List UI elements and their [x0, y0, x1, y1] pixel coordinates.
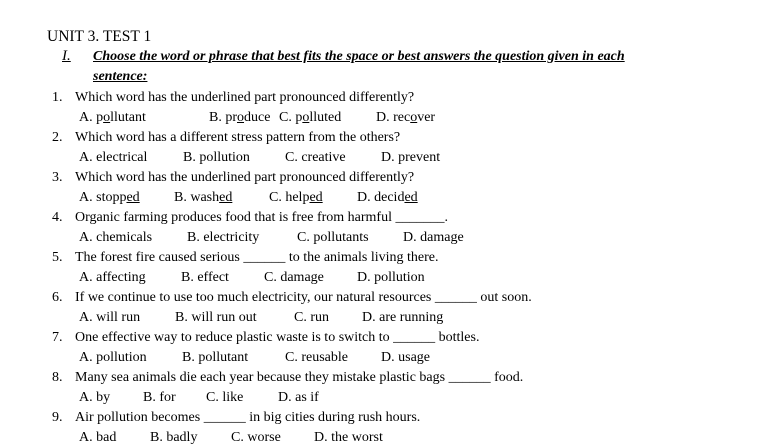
answer-option — [79, 310, 140, 326]
answer-option — [150, 430, 197, 446]
option-text-part: reusable — [301, 350, 348, 365]
option-text-part: A. — [79, 110, 97, 125]
option-text-part: worse — [247, 430, 281, 445]
option-text-part: for — [159, 390, 176, 405]
option-text-part: lluted — [309, 110, 342, 125]
worksheet-title: UNIT 3. TEST 1 — [47, 28, 152, 45]
option-text-part: C. — [285, 350, 302, 365]
option-text-part: D. — [314, 430, 332, 445]
answer-option — [357, 190, 418, 206]
option-text-part: C. — [269, 190, 286, 205]
option-text-part: badly — [166, 430, 198, 445]
underlined-part: o — [237, 110, 245, 125]
answer-option — [79, 350, 147, 366]
option-text-part: effect — [197, 270, 229, 285]
option-text-part: D. — [381, 350, 399, 365]
option-text-part: B. — [175, 310, 192, 325]
option-text-part: electricity — [203, 230, 260, 245]
option-text-part: B. — [209, 110, 226, 125]
option-text-part: A. — [79, 350, 97, 365]
option-text-part: damage — [420, 230, 464, 245]
section-instruction-line2: sentence: — [93, 69, 148, 84]
answer-option — [79, 150, 147, 166]
answer-option — [381, 150, 440, 166]
option-text-part: B. — [143, 390, 160, 405]
question-number: 7. — [52, 330, 63, 345]
option-text-part: A. — [79, 310, 97, 325]
option-text-part: D. — [403, 230, 421, 245]
answer-option — [285, 150, 346, 166]
option-text-part: run — [310, 310, 330, 325]
option-text-part: A. — [79, 430, 97, 445]
option-text-part: usage — [398, 350, 431, 365]
question-number: 9. — [52, 410, 63, 425]
option-text-part: creative — [301, 150, 346, 165]
answer-option — [79, 230, 152, 246]
answer-option — [357, 270, 425, 286]
option-text-part: pollution — [199, 150, 250, 165]
option-text-part: ver — [417, 110, 436, 125]
answer-option — [381, 350, 430, 366]
answer-option — [174, 190, 232, 206]
option-text-part: electrical — [96, 150, 148, 165]
answer-option — [279, 110, 341, 126]
question-text: Which word has the underlined part pronounced differently? — [75, 170, 415, 185]
option-text-part: will run — [96, 310, 141, 325]
option-text-part: B. — [187, 230, 204, 245]
option-text-part: C. — [297, 230, 314, 245]
section-instruction-line1: Choose the word or phrase that best fits the space or best answers the question given in each — [93, 49, 625, 64]
option-text-part: D. — [357, 190, 375, 205]
answer-option — [79, 430, 116, 446]
option-text-part: are running — [379, 310, 444, 325]
question-text: Many sea animals die each year because they mistake plastic bags ______ food. — [75, 370, 524, 385]
option-text-part: C. — [206, 390, 223, 405]
option-text-part: A. — [79, 230, 97, 245]
option-text-part: llutant — [110, 110, 146, 125]
answer-option — [181, 270, 229, 286]
option-text-part: pollutant — [198, 350, 249, 365]
option-text-part: D. — [362, 310, 380, 325]
option-text-part: pollution — [96, 350, 147, 365]
option-text-part: as if — [295, 390, 319, 405]
answer-option — [143, 390, 176, 406]
answer-option — [187, 230, 259, 246]
answer-option — [231, 430, 281, 446]
option-text-part: A. — [79, 150, 97, 165]
option-text-part: B. — [150, 430, 167, 445]
answer-option — [278, 390, 319, 406]
option-text-part: decid — [374, 190, 405, 205]
option-text-part: C. — [231, 430, 248, 445]
underlined-part: ed — [309, 190, 323, 205]
option-text-part: pollutants — [313, 230, 369, 245]
question-number: 1. — [52, 90, 63, 105]
question-number: 8. — [52, 370, 63, 385]
underlined-part: ed — [404, 190, 418, 205]
question-text: Air pollution becomes ______ in big cities during rush hours. — [75, 410, 421, 425]
answer-option — [209, 110, 270, 126]
option-text-part: B. — [181, 270, 198, 285]
question-number: 3. — [52, 170, 63, 185]
option-text-part: A. — [79, 390, 97, 405]
option-text-part: help — [285, 190, 310, 205]
option-text-part: bad — [96, 430, 117, 445]
answer-option — [297, 230, 369, 246]
underlined-part: o — [302, 110, 310, 125]
option-text-part: duce — [244, 110, 271, 125]
question-number: 4. — [52, 210, 63, 225]
option-text-part: pr — [225, 110, 238, 125]
question-text: Which word has the underlined part pronounced differently? — [75, 90, 415, 105]
answer-option — [376, 110, 435, 126]
answer-option — [403, 230, 464, 246]
option-text-part: C. — [285, 150, 302, 165]
option-text-part: B. — [174, 190, 191, 205]
option-text-part: wash — [190, 190, 220, 205]
question-text: One effective way to reduce plastic waste is to switch to ______ bottles. — [75, 330, 480, 345]
option-text-part: damage — [280, 270, 324, 285]
option-text-part: rec — [393, 110, 411, 125]
option-text-part: by — [96, 390, 111, 405]
option-text-part: stopp — [96, 190, 127, 205]
question-text: Organic farming produces food that is free from harmful _______. — [75, 210, 448, 225]
option-text-part: B. — [182, 350, 199, 365]
option-text-part: A. — [79, 190, 97, 205]
underlined-part: o — [103, 110, 111, 125]
option-text-part: chemicals — [96, 230, 153, 245]
answer-option — [79, 110, 146, 126]
question-text: If we continue to use too much electricity, our natural resources ______ out soon. — [75, 290, 532, 305]
option-text-part: the worst — [331, 430, 383, 445]
question-number: 6. — [52, 290, 63, 305]
answer-option — [362, 310, 443, 326]
option-text-part: B. — [183, 150, 200, 165]
option-text-part: like — [222, 390, 244, 405]
option-text-part: will run out — [191, 310, 257, 325]
option-text-part: affecting — [96, 270, 146, 285]
section-number: I. — [62, 48, 71, 64]
answer-option — [285, 350, 348, 366]
option-text-part: C. — [264, 270, 281, 285]
option-text-part: p — [295, 110, 303, 125]
answer-option — [79, 390, 110, 406]
underlined-part: ed — [219, 190, 233, 205]
option-text-part: pollution — [374, 270, 425, 285]
underlined-part: ed — [126, 190, 140, 205]
answer-option — [269, 190, 323, 206]
underlined-part: o — [410, 110, 418, 125]
question-text: The forest fire caused serious ______ to the animals living there. — [75, 250, 439, 265]
question-number: 2. — [52, 130, 63, 145]
answer-option — [314, 430, 383, 446]
option-text-part: A. — [79, 270, 97, 285]
answer-option — [206, 390, 243, 406]
answer-option — [294, 310, 329, 326]
question-number: 5. — [52, 250, 63, 265]
option-text-part: prevent — [398, 150, 441, 165]
answer-option — [183, 150, 250, 166]
answer-option — [79, 190, 140, 206]
option-text-part: D. — [278, 390, 296, 405]
question-text: Which word has a different stress pattern from the others? — [75, 130, 401, 145]
answer-option — [264, 270, 324, 286]
option-text-part: D. — [357, 270, 375, 285]
option-text-part: C. — [294, 310, 311, 325]
option-text-part: D. — [376, 110, 394, 125]
answer-option — [79, 270, 146, 286]
option-text-part: p — [96, 110, 104, 125]
answer-option — [182, 350, 248, 366]
option-text-part: D. — [381, 150, 399, 165]
answer-option — [175, 310, 257, 326]
option-text-part: C. — [279, 110, 296, 125]
